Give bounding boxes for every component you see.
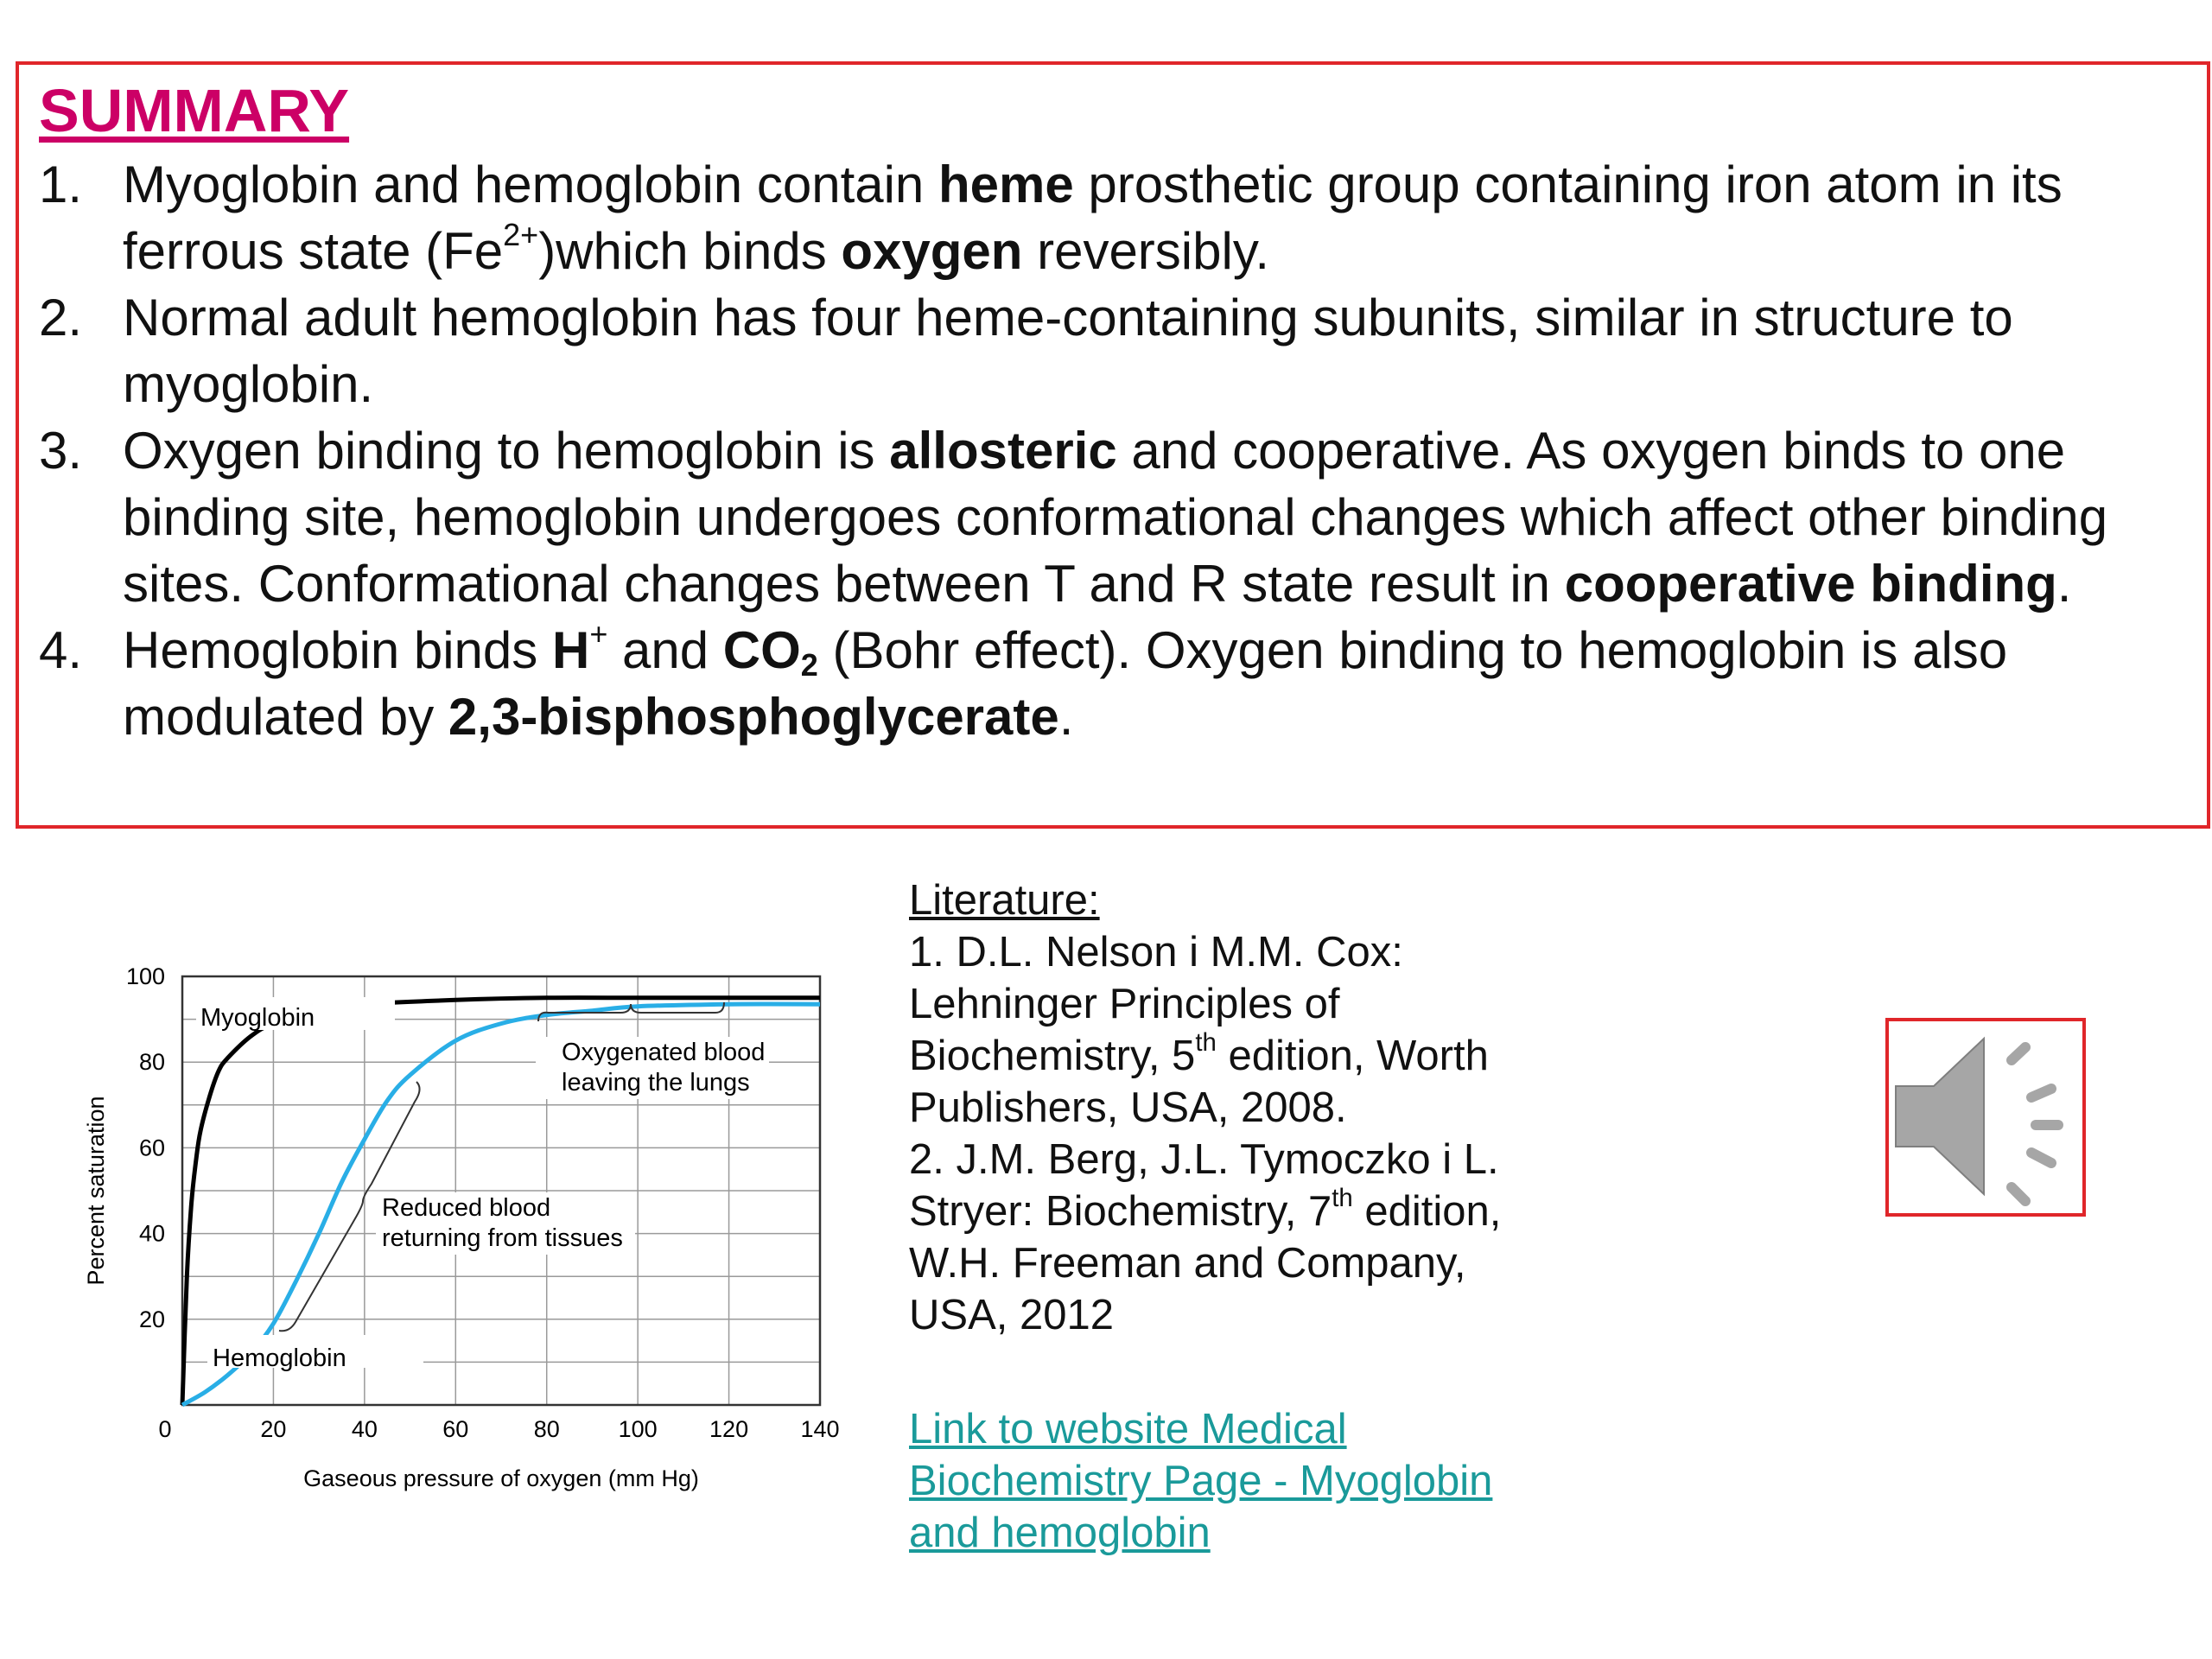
x-tick-labels (158, 1416, 839, 1442)
x-tick-label: 140 (800, 1416, 840, 1442)
item-bold: 2,3-bisphosphoglycerate (448, 688, 1059, 746)
item-text: prosthetic group containing iron atom in its ferrous state (Fe (123, 156, 2063, 280)
item-bold: oxygen (841, 222, 1023, 280)
x-tick-label: 0 (158, 1416, 172, 1442)
x-tick-label: 20 (260, 1416, 287, 1442)
x-tick-label: 80 (533, 1416, 560, 1442)
link-line[interactable]: and hemoglobin (909, 1510, 1211, 1556)
annotation-oxygenated-l2: leaving the lungs (562, 1069, 750, 1096)
item-bold-text: CO (722, 621, 801, 679)
medical-biochemistry-link[interactable] (909, 1403, 1548, 1559)
y-tick-labels (126, 963, 165, 1332)
reference-text: edition, (1352, 1188, 1502, 1235)
annotation-oxygenated-l1: Oxygenated blood (562, 1039, 766, 1066)
item-superscript: 2+ (503, 217, 539, 252)
item-text: Normal adult hemoglobin has four heme-containing subunits, similar in structure to myoglobin. (123, 289, 2013, 413)
item-text: (Bohr effect). Oxygen binding to hemoglobin is also modulated by (123, 621, 2008, 746)
item-text: and cooperative. As oxygen binds to one binding site, hemoglobin undergoes conformational changes which affect other binding sites. Conformational changes between T and R state result in (123, 422, 2108, 613)
item-text: reversibly. (1022, 222, 1270, 280)
item-number: 2. (39, 289, 83, 346)
reference-superscript: th (1195, 1027, 1217, 1057)
summary-item (39, 284, 2182, 417)
item-text: )which binds (538, 222, 842, 280)
item-superscript: + (589, 616, 608, 652)
audio-button[interactable] (1885, 1018, 2086, 1217)
item-bold: H (551, 621, 590, 679)
annotation-reduced-l2: returning from tissues (382, 1224, 623, 1252)
reference-text: Stryer: Biochemistry, 7 (909, 1188, 1332, 1235)
item-number: 1. (39, 156, 83, 213)
reference-line: Publishers, USA, 2008. (909, 1084, 1347, 1131)
item-text: and (607, 621, 723, 679)
link-line[interactable]: Link to website Medical (909, 1406, 1347, 1452)
x-axis-label: Gaseous pressure of oxygen (mm Hg) (303, 1465, 699, 1491)
x-tick-label: 40 (351, 1416, 378, 1442)
hemoglobin-label: Hemoglobin (213, 1344, 346, 1372)
literature-block (909, 874, 1548, 1341)
summary-list (39, 151, 2182, 750)
item-bold: allosteric (889, 422, 1117, 480)
summary-item (39, 151, 2182, 284)
y-tick-label: 100 (125, 963, 165, 989)
item-bold (722, 621, 818, 683)
item-bold: cooperative binding (1564, 555, 2057, 613)
reference-line (909, 1027, 1548, 1082)
x-tick-label: 100 (618, 1416, 658, 1442)
oxygen-binding-chart (69, 950, 864, 1521)
summary-title: SUMMARY (39, 77, 350, 144)
speaker-icon[interactable] (1889, 1021, 2082, 1213)
item-text: . (2056, 555, 2072, 613)
item-text: Myoglobin and hemoglobin contain (123, 156, 938, 213)
item-number: 3. (39, 422, 83, 480)
annotation-reduced-l1: Reduced blood (382, 1194, 551, 1222)
summary-item (39, 617, 2182, 750)
myoglobin-label: Myoglobin (200, 1004, 315, 1032)
reference-line: W.H. Freeman and Company, (909, 1240, 1466, 1287)
y-tick-label: 40 (138, 1220, 165, 1247)
reference-text: Biochemistry, 5 (909, 1033, 1196, 1079)
reference-text: edition, Worth (1216, 1033, 1489, 1079)
x-tick-label: 120 (709, 1416, 749, 1442)
reference-line: 2. J.M. Berg, J.L. Tymoczko i L. (909, 1136, 1499, 1183)
reference-superscript: th (1332, 1183, 1353, 1212)
sound-waves (2012, 1047, 2058, 1201)
x-tick-label: 60 (442, 1416, 469, 1442)
summary-item (39, 417, 2182, 617)
item-bold: heme (938, 156, 1074, 213)
item-text: Oxygen binding to hemoglobin is (123, 422, 890, 480)
y-tick-label: 80 (138, 1049, 165, 1076)
item-subscript: 2 (800, 647, 818, 683)
reference-line: Lehninger Principles of (909, 981, 1340, 1027)
reference-line: USA, 2012 (909, 1292, 1114, 1338)
reference-line (909, 1185, 1548, 1237)
speaker-body (1896, 1039, 1984, 1194)
y-tick-label: 20 (138, 1306, 165, 1332)
reference-line: 1. D.L. Nelson i M.M. Cox: (909, 929, 1403, 976)
item-number: 4. (39, 621, 83, 679)
link-line[interactable]: Biochemistry Page - Myoglobin (909, 1458, 1493, 1504)
y-axis-label: Percent saturation (83, 1096, 109, 1286)
item-text: Hemoglobin binds (123, 621, 552, 679)
y-tick-label: 60 (138, 1135, 165, 1161)
literature-heading: Literature: (909, 877, 1100, 924)
item-text: . (1058, 688, 1074, 746)
